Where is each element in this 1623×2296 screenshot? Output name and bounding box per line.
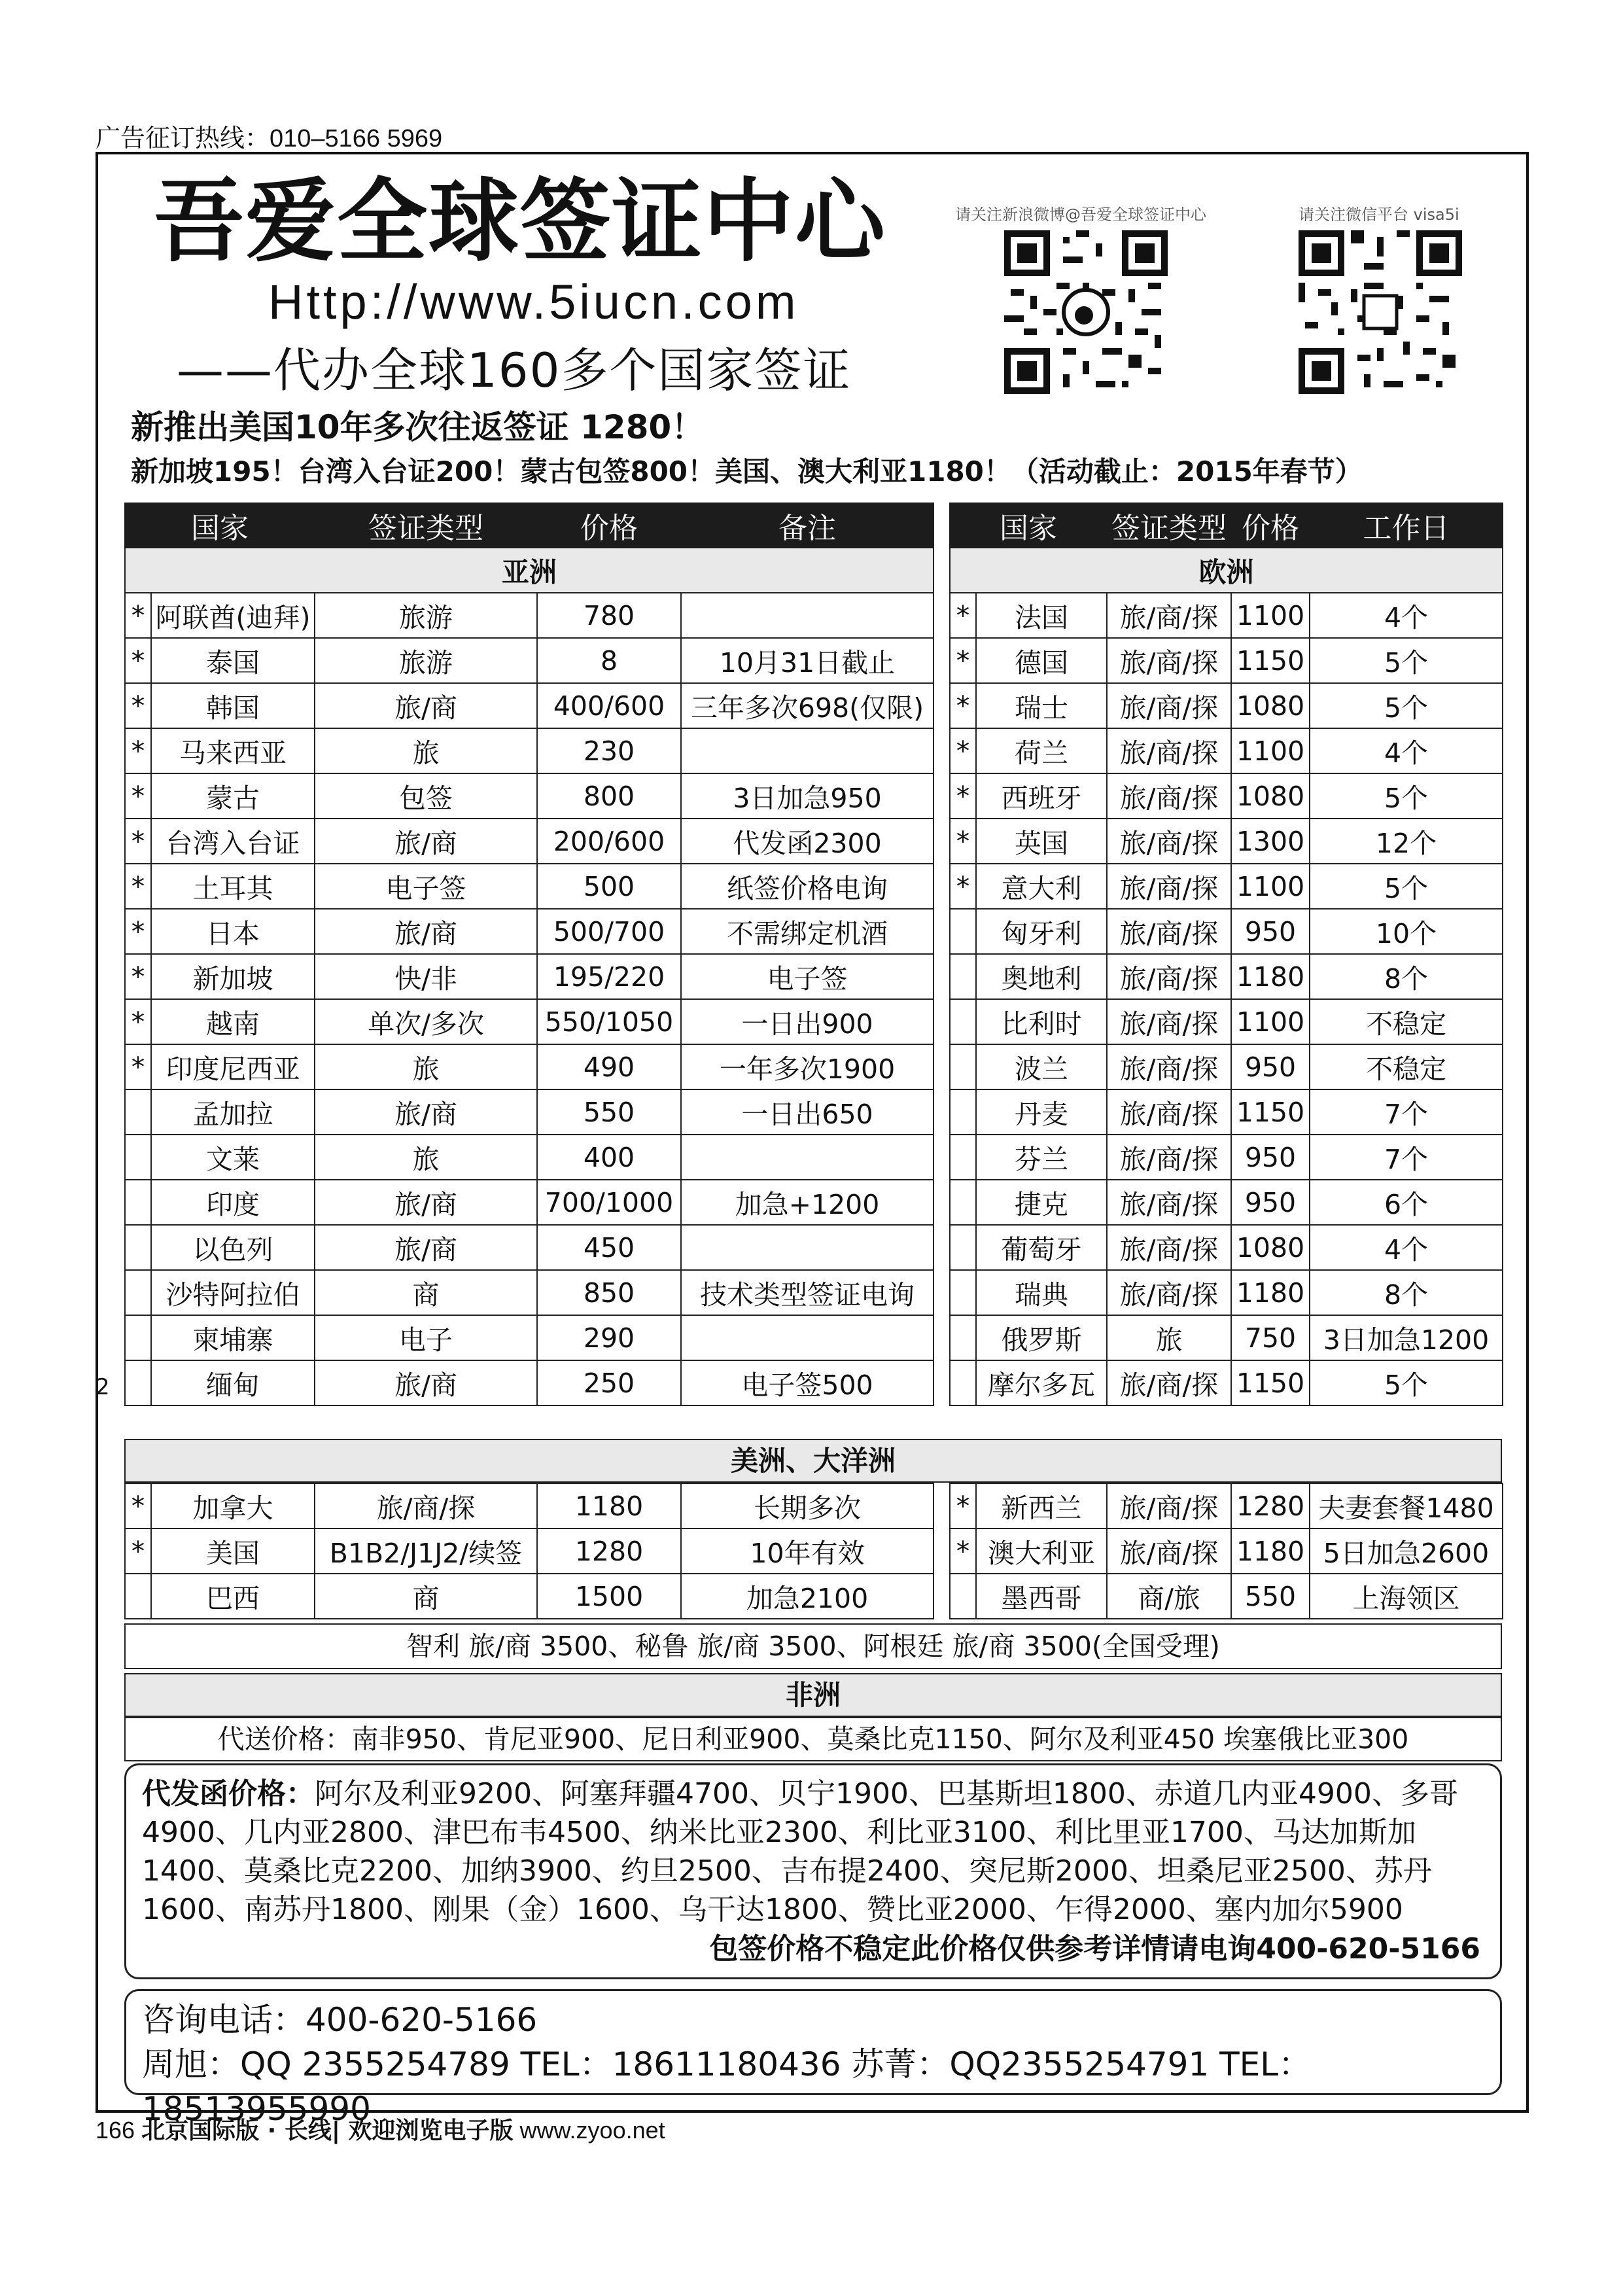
price-cell: 950 [1231,1135,1310,1180]
visa-type-cell: 商 [315,1574,537,1619]
star-mark: * [950,1483,976,1528]
workdays-cell: 3日加急1200 [1310,1315,1503,1360]
country-cell: 蒙古 [151,773,315,819]
star-mark [125,1135,151,1180]
workdays-cell: 10个 [1310,909,1503,954]
price-cell: 950 [1231,909,1310,954]
country-cell: 墨西哥 [976,1574,1107,1619]
workdays-cell: 8个 [1310,954,1503,999]
price-cell: 1100 [1231,728,1310,773]
price-cell: 500 [537,864,681,909]
note-cell: 长期多次 [681,1483,934,1528]
wechat-qr-code-icon[interactable] [1299,230,1462,394]
americas-right-table [949,1483,1503,1619]
table-row [125,864,934,909]
workdays-cell: 5个 [1310,638,1503,683]
europe-visa-table [949,503,1503,1406]
country-cell: 芬兰 [976,1135,1107,1180]
visa-type-cell: 旅 [315,728,537,773]
country-cell: 比利时 [976,999,1107,1044]
note-cell: 电子签500 [681,1360,934,1405]
workdays-cell: 5个 [1310,683,1503,728]
table-row [125,773,934,819]
country-cell: 印度尼西亚 [151,1044,315,1089]
star-mark [125,1180,151,1225]
country-cell: 文莱 [151,1135,315,1180]
workdays-cell: 上海领区 [1310,1574,1503,1619]
star-mark: * [125,773,151,819]
workdays-cell: 8个 [1310,1270,1503,1315]
note-cell: 代发函2300 [681,819,934,864]
note-cell: 不需绑定机酒 [681,909,934,954]
country-cell: 德国 [976,638,1107,683]
visa-type-cell: 旅/商/探 [1107,1044,1231,1089]
workdays-cell: 4个 [1310,1225,1503,1270]
note-cell: 10月31日截止 [681,638,934,683]
table-row [125,1528,934,1574]
price-cell: 230 [537,728,681,773]
visa-type-cell: 旅游 [315,593,537,638]
note-cell [681,1225,934,1270]
country-cell: 捷克 [976,1180,1107,1225]
south-america-note: 智利 旅/商 3500、秘鲁 旅/商 3500、阿根廷 旅/商 3500(全国受理) [124,1623,1502,1669]
star-mark [125,1360,151,1405]
visa-type-cell: 旅/商/探 [1107,999,1231,1044]
star-mark: * [950,773,976,819]
price-cell: 950 [1231,1180,1310,1225]
country-cell: 越南 [151,999,315,1044]
americas-left-table [124,1483,934,1619]
promo-headline: 新推出美国10年多次往返签证 1280！ [131,408,705,446]
table-row [125,1180,934,1225]
table-row [950,1225,1503,1270]
price-cell: 950 [1231,1044,1310,1089]
country-cell: 土耳其 [151,864,315,909]
table-row [950,954,1503,999]
visa-type-cell: 旅/商/探 [1107,1089,1231,1135]
country-cell: 印度 [151,1180,315,1225]
note-cell: 三年多次698(仅限) [681,683,934,728]
workdays-cell: 4个 [1310,728,1503,773]
star-mark: * [950,638,976,683]
country-cell: 瑞士 [976,683,1107,728]
price-cell: 1080 [1231,683,1310,728]
country-cell: 沙特阿拉伯 [151,1270,315,1315]
note-cell: 一日出650 [681,1089,934,1135]
price-cell: 550 [1231,1574,1310,1619]
star-mark: * [125,819,151,864]
table-row [125,728,934,773]
brand-slogan: ——代办全球160多个国家签证 [177,343,852,398]
star-mark [125,1089,151,1135]
country-cell: 韩国 [151,683,315,728]
price-cell: 500/700 [537,909,681,954]
table-row [950,1483,1503,1528]
wechat-qr-caption: 请关注微信平台 visa5i [1299,205,1459,224]
visa-type-cell: 旅游 [315,638,537,683]
table-row [125,1135,934,1180]
brand-url[interactable]: Http://www.5iucn.com [268,275,799,329]
header-price: 价格 [1231,503,1310,548]
table-row [950,909,1503,954]
star-mark: * [125,999,151,1044]
country-cell: 柬埔寨 [151,1315,315,1360]
workdays-cell: 5个 [1310,773,1503,819]
star-mark: * [125,683,151,728]
note-cell [681,1135,934,1180]
visa-type-cell: 电子 [315,1315,537,1360]
country-cell: 巴西 [151,1574,315,1619]
visa-type-cell: 旅/商/探 [315,1483,537,1528]
star-mark: * [125,1483,151,1528]
visa-type-cell: 旅 [315,1135,537,1180]
price-cell: 1100 [1231,593,1310,638]
consult-phone: 咨询电话：400-620-5166 [142,2001,538,2039]
country-cell: 新西兰 [976,1483,1107,1528]
visa-type-cell: 旅/商/探 [1107,1528,1231,1574]
page-number: 166 [96,2117,135,2144]
country-cell: 俄罗斯 [976,1315,1107,1360]
note-cell: 电子签 [681,954,934,999]
note-cell: 纸签价格电询 [681,864,934,909]
section-asia: 亚洲 [125,548,934,593]
visa-type-cell: 旅/商/探 [1107,1360,1231,1405]
star-mark: * [950,1528,976,1574]
letter-text: 阿尔及利亚9200、阿塞拜疆4700、贝宁1900、巴基斯坦1800、赤道几内亚4900、多哥4900、几内亚2800、津巴布韦4500、纳米比亚2300、利比亚3100、利比里亚1700、马达加斯加1400、莫桑比克2200、加纳3900、约旦2500、吉布提2400、突尼斯2000、坦桑尼亚2500、苏丹1600、南苏丹1800、刚果（金）1600、乌干达1800、赞比亚2000、乍得2000、塞内加尔5900 [142,1777,1458,1926]
note-cell: 3日加急950 [681,773,934,819]
star-mark [125,1270,151,1315]
country-cell: 泰国 [151,638,315,683]
price-cell: 490 [537,1044,681,1089]
note-cell: 一年多次1900 [681,1044,934,1089]
workdays-cell: 6个 [1310,1180,1503,1225]
star-mark: * [950,864,976,909]
workdays-cell: 不稳定 [1310,1044,1503,1089]
workdays-cell: 7个 [1310,1135,1503,1180]
table-row [950,728,1503,773]
star-mark [950,1180,976,1225]
country-cell: 马来西亚 [151,728,315,773]
star-mark: * [950,683,976,728]
table-row [950,1528,1503,1574]
visa-type-cell: 旅/商 [315,909,537,954]
letter-label: 代发函价格： [142,1777,315,1810]
star-mark [950,1315,976,1360]
star-mark [950,1225,976,1270]
country-cell: 丹麦 [976,1089,1107,1135]
header-country: 国家 [125,503,315,548]
visa-type-cell: 旅 [1107,1315,1231,1360]
note-cell: 10年有效 [681,1528,934,1574]
country-cell: 加拿大 [151,1483,315,1528]
price-cell: 800 [537,773,681,819]
page-footer [96,2112,665,2146]
star-mark: * [950,728,976,773]
star-mark [950,954,976,999]
table-row [950,683,1503,728]
table-row [950,1135,1503,1180]
star-mark [950,1044,976,1089]
country-cell: 摩尔多瓦 [976,1360,1107,1405]
visa-type-cell: 包签 [315,773,537,819]
visa-type-cell: B1B2/J1J2/续签 [315,1528,537,1574]
visa-type-cell: 商/旅 [1107,1574,1231,1619]
table-row [125,683,934,728]
country-cell: 西班牙 [976,773,1107,819]
table-row [125,954,934,999]
workdays-cell: 夫妻套餐1480 [1310,1483,1503,1528]
table-row [125,1225,934,1270]
country-cell: 意大利 [976,864,1107,909]
star-mark [950,1089,976,1135]
table-row [950,1270,1503,1315]
workdays-cell: 5日加急2600 [1310,1528,1503,1574]
table-row [950,999,1503,1044]
country-cell: 英国 [976,819,1107,864]
header-visa-type: 签证类型 [315,503,537,548]
table-row [125,1483,934,1528]
workdays-cell: 5个 [1310,1360,1503,1405]
workdays-cell: 12个 [1310,819,1503,864]
visa-type-cell: 旅/商/探 [1107,819,1231,864]
price-cell: 1280 [1231,1483,1310,1528]
contact-box [124,1989,1502,2128]
table-row [950,819,1503,864]
table-row [125,1574,934,1619]
price-cell: 1150 [1231,1360,1310,1405]
star-mark [950,999,976,1044]
weibo-qr-caption: 请关注新浪微博@吾爱全球签证中心 [955,205,1206,224]
country-cell: 匈牙利 [976,909,1107,954]
table-row [950,1180,1503,1225]
visa-type-cell: 旅/商/探 [1107,864,1231,909]
price-cell: 1280 [537,1528,681,1574]
price-cell: 8 [537,638,681,683]
country-cell: 波兰 [976,1044,1107,1089]
visa-type-cell: 旅/商/探 [1107,683,1231,728]
visa-type-cell: 旅/商 [315,819,537,864]
workdays-cell: 不稳定 [1310,999,1503,1044]
table-row [125,1089,934,1135]
price-cell: 250 [537,1360,681,1405]
country-cell: 孟加拉 [151,1089,315,1135]
table-row [950,864,1503,909]
visa-type-cell: 商 [315,1270,537,1315]
price-cell: 400/600 [537,683,681,728]
visa-type-cell: 旅/商/探 [1107,1483,1231,1528]
page-mark: 2 [96,1374,110,1400]
table-row [125,909,934,954]
table-row [950,1315,1503,1360]
header-note: 备注 [681,503,934,548]
visa-type-cell: 旅 [315,1044,537,1089]
price-cell: 290 [537,1315,681,1360]
workdays-cell: 5个 [1310,864,1503,909]
country-cell: 荷兰 [976,728,1107,773]
brand-title: 吾爱全球签证中心 [154,169,887,274]
note-cell: 一日出900 [681,999,934,1044]
price-cell: 1500 [537,1574,681,1619]
country-cell: 以色列 [151,1225,315,1270]
visa-type-cell: 旅/商 [315,1360,537,1405]
table-row [125,1270,934,1315]
promo-subline: 新加坡195！台湾入台证200！蒙古包签800！美国、澳大利亚1180！（活动截止：2015年春节） [131,455,1363,487]
star-mark: * [125,864,151,909]
workdays-cell: 7个 [1310,1089,1503,1135]
invitation-letter-prices [124,1763,1502,1979]
visa-type-cell: 旅/商/探 [1107,1180,1231,1225]
price-cell: 1300 [1231,819,1310,864]
table-row [950,1574,1503,1619]
country-cell: 瑞典 [976,1270,1107,1315]
price-cell: 850 [537,1270,681,1315]
price-cell: 1180 [1231,1270,1310,1315]
price-cell: 450 [537,1225,681,1270]
table-row [125,1044,934,1089]
country-cell: 台湾入台证 [151,819,315,864]
price-cell: 1180 [1231,954,1310,999]
table-row [950,1089,1503,1135]
visa-type-cell: 旅/商/探 [1107,1135,1231,1180]
price-cell: 1100 [1231,864,1310,909]
contact-persons: 周旭：QQ 2355254789 TEL：18611180436 苏菁：QQ2355254791 TEL：18513955990 [142,2045,1312,2128]
note-cell: 加急2100 [681,1574,934,1619]
visa-type-cell: 旅/商 [315,1225,537,1270]
header-price: 价格 [537,503,681,548]
section-africa: 非洲 [124,1673,1502,1717]
star-mark: * [125,909,151,954]
note-cell [681,593,934,638]
section-europe: 欧洲 [950,548,1503,593]
price-cell: 1150 [1231,1089,1310,1135]
visa-type-cell: 旅/商/探 [1107,773,1231,819]
asia-visa-table [124,503,934,1406]
country-cell: 澳大利亚 [976,1528,1107,1574]
header-country: 国家 [950,503,1107,548]
table-row [950,1360,1503,1405]
star-mark: * [125,593,151,638]
visa-type-cell: 旅/商/探 [1107,638,1231,683]
visa-type-cell: 旅/商/探 [1107,1270,1231,1315]
price-cell: 750 [1231,1315,1310,1360]
price-cell: 550/1050 [537,999,681,1044]
price-cell: 1180 [537,1483,681,1528]
price-cell: 1080 [1231,773,1310,819]
workdays-cell: 4个 [1310,593,1503,638]
header-visa-type: 签证类型 [1107,503,1231,548]
price-cell: 780 [537,593,681,638]
price-cell: 1100 [1231,999,1310,1044]
star-mark: * [125,728,151,773]
visa-type-cell: 旅/商 [315,1180,537,1225]
star-mark [950,909,976,954]
star-mark [950,1135,976,1180]
ad-hotline: 广告征订热线：010–5166 5969 [96,125,443,152]
star-mark: * [950,819,976,864]
star-mark [950,1574,976,1619]
price-cell: 700/1000 [537,1180,681,1225]
country-cell: 奥地利 [976,954,1107,999]
star-mark [950,1270,976,1315]
table-row [125,999,934,1044]
country-cell: 葡萄牙 [976,1225,1107,1270]
country-cell: 缅甸 [151,1360,315,1405]
visa-type-cell: 旅/商/探 [1107,954,1231,999]
footer-section: 北京国际版 · 长线| 欢迎浏览电子版 [141,2117,514,2144]
star-mark [125,1574,151,1619]
star-mark [125,1225,151,1270]
country-cell: 美国 [151,1528,315,1574]
table-row [950,593,1503,638]
country-cell: 阿联酋(迪拜) [151,593,315,638]
table-row [125,593,934,638]
star-mark: * [125,638,151,683]
visa-type-cell: 旅/商/探 [1107,909,1231,954]
table-row [125,1315,934,1360]
table-row [950,773,1503,819]
price-cell: 1180 [1231,1528,1310,1574]
country-cell: 新加坡 [151,954,315,999]
price-cell: 550 [537,1089,681,1135]
table-row [950,1044,1503,1089]
price-disclaimer: 包签价格不稳定此价格仅供参考详情请电询400-620-5166 [709,1932,1480,1966]
star-mark: * [125,1528,151,1574]
star-mark: * [125,1044,151,1089]
footer-url[interactable]: www.zyoo.net [519,2117,665,2144]
weibo-qr-code-icon[interactable] [1004,230,1168,394]
price-cell: 195/220 [537,954,681,999]
country-cell: 日本 [151,909,315,954]
price-cell: 1150 [1231,638,1310,683]
table-row [125,1360,934,1405]
note-cell: 技术类型签证电询 [681,1270,934,1315]
star-mark [125,1315,151,1360]
note-cell [681,728,934,773]
africa-delivery-prices: 代送价格：南非950、肯尼亚900、尼日利亚900、莫桑比克1150、阿尔及利亚450 埃塞俄比亚300 [124,1717,1502,1761]
note-cell [681,1315,934,1360]
note-cell: 加急+1200 [681,1180,934,1225]
visa-type-cell: 电子签 [315,864,537,909]
price-cell: 1080 [1231,1225,1310,1270]
table-row [125,819,934,864]
price-cell: 400 [537,1135,681,1180]
star-mark: * [125,954,151,999]
visa-type-cell: 旅/商 [315,1089,537,1135]
visa-type-cell: 旅/商 [315,683,537,728]
star-mark [950,1360,976,1405]
section-americas: 美洲、大洋洲 [124,1439,1502,1483]
visa-type-cell: 旅/商/探 [1107,1225,1231,1270]
header-workdays: 工作日 [1310,503,1503,548]
visa-type-cell: 旅/商/探 [1107,728,1231,773]
price-cell: 200/600 [537,819,681,864]
visa-type-cell: 单次/多次 [315,999,537,1044]
table-row [125,638,934,683]
table-row [950,638,1503,683]
country-cell: 法国 [976,593,1107,638]
visa-type-cell: 旅/商/探 [1107,593,1231,638]
visa-type-cell: 快/非 [315,954,537,999]
star-mark: * [950,593,976,638]
